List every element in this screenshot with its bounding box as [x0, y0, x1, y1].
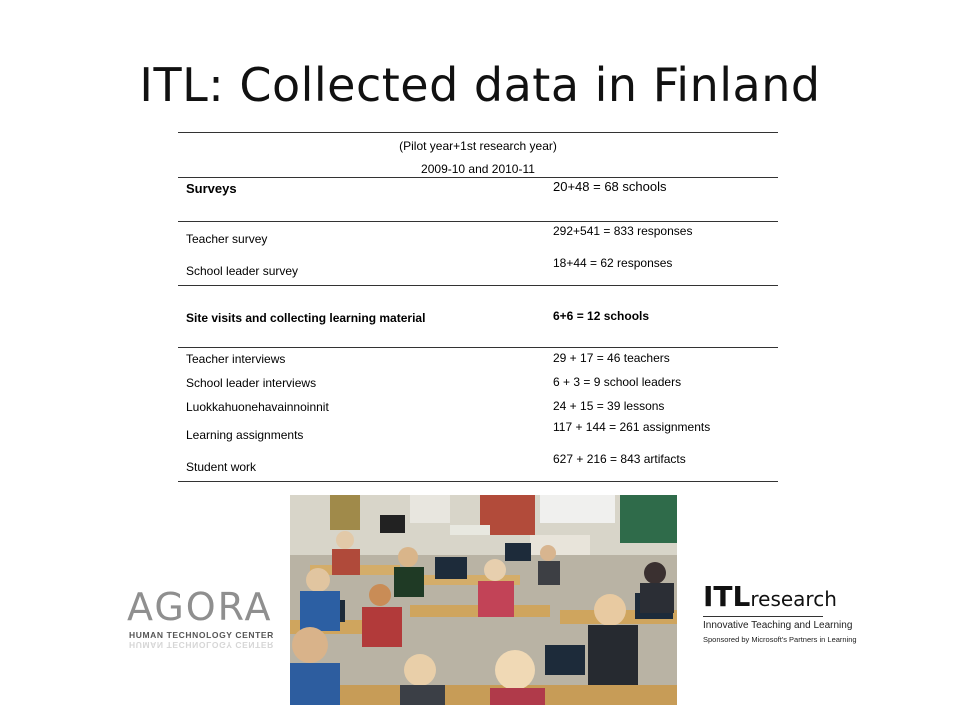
- table-header-years: 2009-10 and 2010-11: [421, 162, 535, 176]
- table-rule-header: [178, 177, 778, 178]
- section-value-site-visits: 6+6 = 12 schools: [553, 309, 650, 323]
- table-row-label: Teacher interviews: [186, 352, 286, 366]
- agora-logo-reflection: HUMAN TECHNOLOGY CENTER: [129, 640, 274, 650]
- table-rule-bottom: [178, 481, 778, 482]
- itl-logo-divider: [703, 616, 823, 617]
- itl-research-logo: [703, 580, 857, 655]
- classroom-photo-illustration: [290, 495, 677, 705]
- table-row-label: Luokkahuonehavainnoinnit: [186, 400, 329, 414]
- itl-logo-sponsor: Sponsored by Microsoft's Partners in Learning: [703, 635, 857, 644]
- table-row-value: 24 + 15 = 39 lessons: [553, 399, 665, 413]
- itl-logo-name-light: research: [750, 587, 837, 611]
- table-row-label: Student work: [186, 460, 257, 474]
- agora-logo-subtitle: HUMAN TECHNOLOGY CENTER: [129, 630, 274, 640]
- classroom-photo: [290, 495, 677, 705]
- data-table: [178, 132, 778, 482]
- table-row-value: 292+541 = 833 responses: [553, 224, 693, 238]
- table-row-label: School leader interviews: [186, 376, 317, 390]
- itl-logo-heading: [703, 580, 837, 613]
- table-row-value: 627 + 216 = 843 artifacts: [553, 452, 686, 466]
- table-row-label: Learning assignments: [186, 428, 304, 442]
- agora-logo-name: AGORA: [127, 585, 273, 629]
- table-rule-site-visits: [178, 347, 778, 348]
- agora-logo: [127, 585, 277, 655]
- table-row-label: Teacher survey: [186, 232, 268, 246]
- table-rule-surveys: [178, 221, 778, 222]
- slide-title: ITL: Collected data in Finland: [139, 58, 821, 112]
- table-row-label: School leader survey: [186, 264, 299, 278]
- section-label-site-visits: Site visits and collecting learning material: [186, 311, 426, 325]
- itl-logo-name-bold: ITL: [703, 580, 751, 613]
- table-header-period: (Pilot year+1st research year): [399, 139, 557, 153]
- table-row-value: 29 + 17 = 46 teachers: [553, 351, 670, 365]
- table-row-value: 117 + 144 = 261 assignments: [553, 420, 711, 434]
- table-row-value: 6 + 3 = 9 school leaders: [553, 375, 682, 389]
- section-value-surveys: 20+48 = 68 schools: [553, 179, 667, 194]
- itl-logo-tagline: Innovative Teaching and Learning: [703, 620, 853, 631]
- section-label-surveys: Surveys: [186, 181, 237, 196]
- table-rule-top: [178, 132, 778, 133]
- table-row-value: 18+44 = 62 responses: [553, 256, 673, 270]
- table-rule-survey-rows: [178, 285, 778, 286]
